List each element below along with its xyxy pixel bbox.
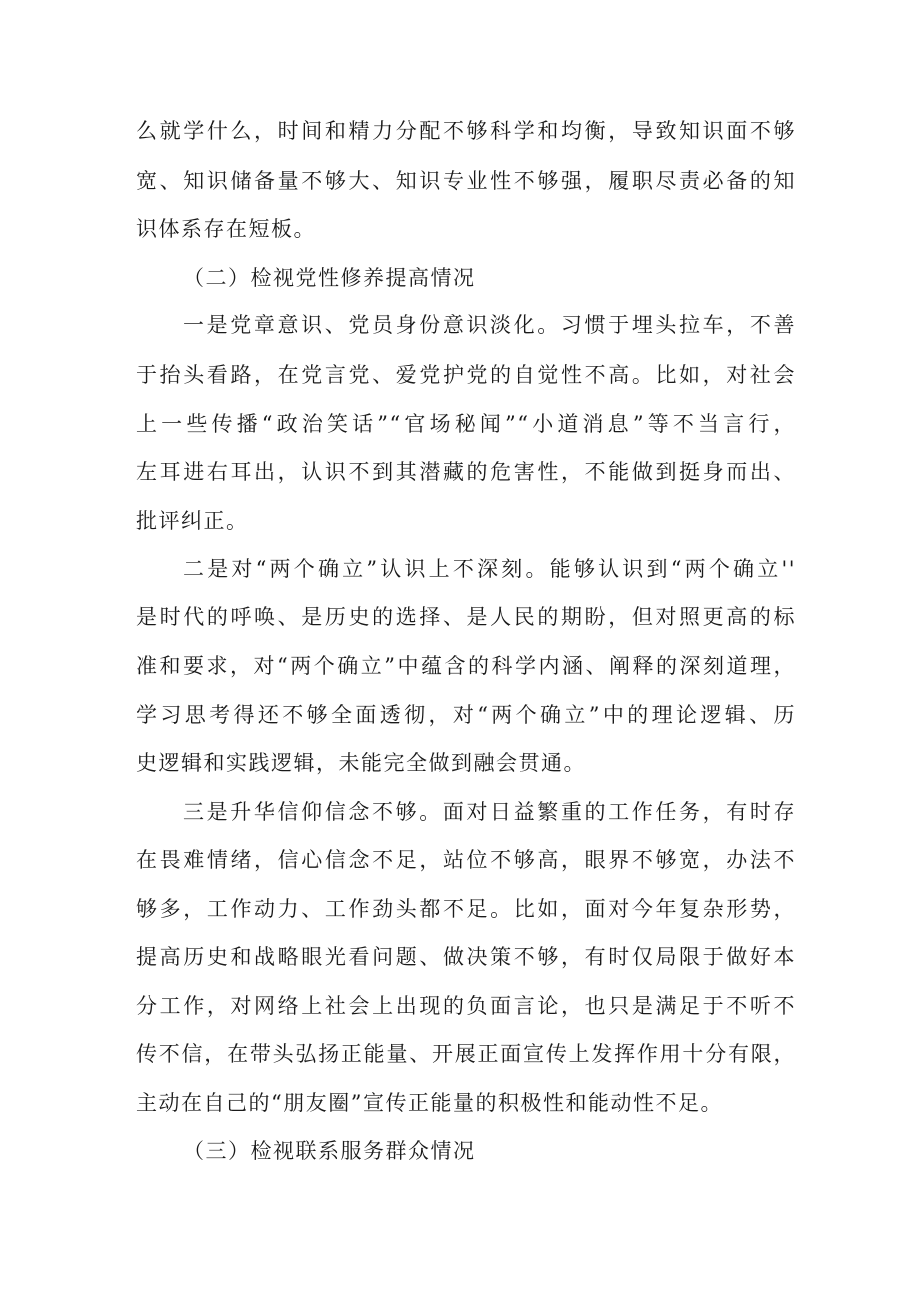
paragraph-line: 准和要求，对“两个确立”中蕴含的科学内涵、阐释的深刻道理， <box>136 654 796 678</box>
paragraph-line: 传不信，在带头弘扬正能量、开展正面宣传上发挥作用十分有限， <box>136 1042 796 1066</box>
paragraph-line: 是时代的呼唤、是历史的选择、是人民的期盼，但对照更高的标 <box>136 605 796 629</box>
paragraph-line: 够多，工作动力、工作劲头都不足。比如，面对今年复杂形势， <box>136 897 796 921</box>
paragraph-line: 么就学什么，时间和精力分配不够科学和均衡，导致知识面不够 <box>136 119 796 143</box>
paragraph-line: 于抬头看路，在党言党、爱党护党的自觉性不高。比如，对社会 <box>136 363 796 387</box>
section-heading: （三）检视联系服务群众情况 <box>183 1139 476 1163</box>
paragraph-line: 主动在自己的“朋友圈”宣传正能量的积极性和能动性不足。 <box>136 1091 723 1115</box>
paragraph-line: 宽、知识储备量不够大、知识专业性不够强，履职尽责必备的知 <box>136 169 796 193</box>
paragraph-line: 学习思考得还不够全面透彻，对“两个确立”中的理论逻辑、历 <box>136 703 796 727</box>
paragraph-line: 分工作，对网络上社会上出现的负面言论，也只是满足于不听不 <box>136 994 796 1018</box>
paragraph-line: 批评纠正。 <box>136 509 249 533</box>
paragraph-line: 二是对“两个确立”认识上不深刻。能够认识到“两个确立'' <box>183 557 796 581</box>
paragraph-line: 识体系存在短板。 <box>136 217 316 241</box>
paragraph-line: 左耳进右耳出，认识不到其潜藏的危害性，不能做到挺身而出、 <box>136 460 796 484</box>
section-heading: （二）检视党性修养提高情况 <box>183 266 476 290</box>
paragraph-line: 上一些传播“政治笑话”“官场秘闻”“小道消息”等不当言行， <box>136 412 796 436</box>
paragraph-line: 提高历史和战略眼光看问题、做决策不够，有时仅局限于做好本 <box>136 945 796 969</box>
paragraph-line: 一是党章意识、党员身份意识淡化。习惯于埋头拉车，不善 <box>183 313 796 337</box>
paragraph-line: 史逻辑和实践逻辑，未能完全做到融会贯通。 <box>136 751 586 775</box>
paragraph-line: 在畏难情绪，信心信念不足，站位不够高，眼界不够宽，办法不 <box>136 848 796 872</box>
paragraph-line: 三是升华信仰信念不够。面对日益繁重的工作任务，有时存 <box>183 800 796 824</box>
